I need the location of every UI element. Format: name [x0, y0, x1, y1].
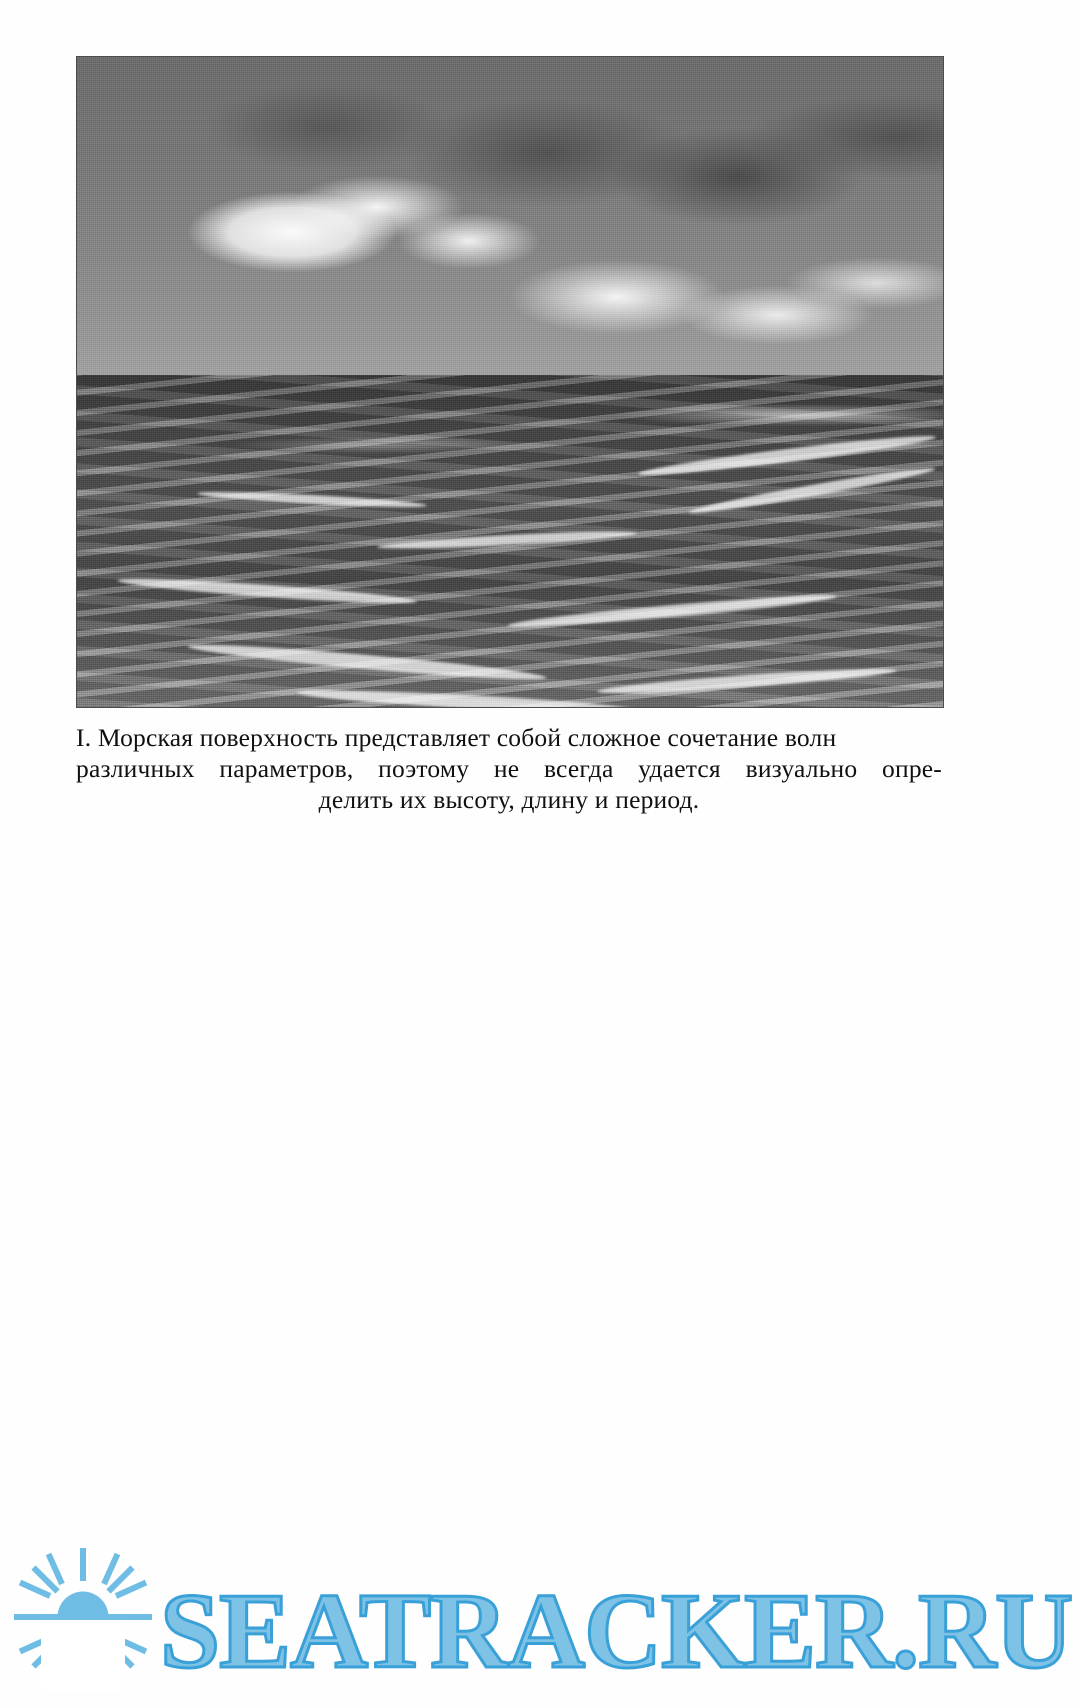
sea-surface-photograph: [76, 56, 944, 708]
caption-line-3: делить их высоту, длину и период.: [318, 785, 700, 814]
watermark: [0, 1524, 1080, 1700]
caption-line-2: различных параметров, поэтому не всегда удается визуально опре-: [76, 754, 942, 783]
photo-sky-grain: [77, 57, 943, 387]
caption-line-1: I. Морская поверхность представляет собой сложное сочетание волн: [76, 723, 837, 752]
figure-caption: [76, 722, 942, 815]
sun-icon: [8, 1542, 158, 1692]
photo-sea-grain: [77, 375, 943, 707]
watermark-text: SEATRACKER.RU: [160, 1572, 1073, 1691]
